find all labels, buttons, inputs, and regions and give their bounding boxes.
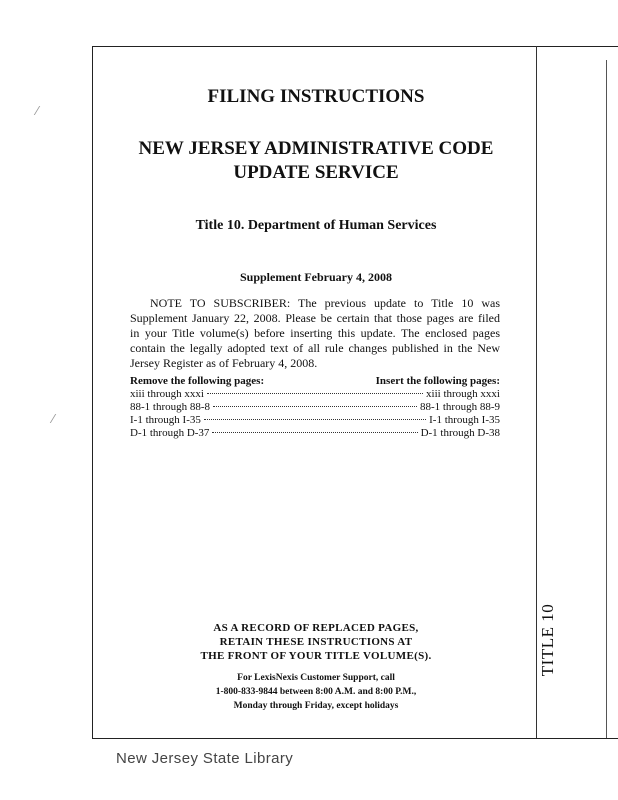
page-frame-top: [92, 46, 618, 47]
remove-header: Remove the following pages:: [130, 375, 265, 387]
library-stamp: New Jersey State Library: [116, 750, 294, 767]
dot-leader: [212, 432, 417, 433]
title-tab-label: TITLE 10: [538, 603, 557, 677]
record-instructions: [120, 621, 512, 663]
table-row: [130, 427, 500, 440]
page-frame-left: [92, 46, 93, 738]
subscriber-note: [130, 296, 500, 371]
remove-pages: xiii through xxxi: [130, 388, 204, 400]
note-line: Jersey Register as of February 4, 2008.: [130, 356, 318, 370]
code-title: NEW JERSEY ADMINISTRATIVE CODE: [138, 138, 494, 159]
customer-support-info: [120, 671, 512, 713]
table-row: [130, 401, 500, 414]
scan-mark-icon: ⁄: [52, 412, 55, 426]
record-line: THE FRONT OF YOUR TITLE VOLUME(S).: [200, 650, 432, 662]
note-line: NOTE TO SUBSCRIBER: The previous update to Title 10 was: [150, 296, 500, 310]
insert-header: Insert the following pages:: [375, 375, 500, 387]
service-title: UPDATE SERVICE: [233, 162, 399, 183]
dot-leader: [204, 419, 426, 420]
table-header: [130, 375, 500, 388]
supplement-date: Supplement February 4, 2008: [239, 270, 392, 284]
page-frame-bottom: [92, 738, 618, 739]
dot-leader: [207, 393, 423, 394]
support-line: For LexisNexis Customer Support, call: [237, 673, 395, 683]
support-line: Monday through Friday, except holidays: [233, 701, 399, 711]
remove-pages: 88-1 through 88-8: [130, 401, 211, 413]
page-right-edge: [606, 60, 607, 738]
remove-pages: I-1 through I-35: [130, 414, 201, 426]
note-line: contain the legally adopted text of all rule changes published in the New: [130, 341, 500, 355]
table-row: [130, 414, 500, 427]
tab-divider-line: [536, 46, 537, 738]
record-line: RETAIN THESE INSTRUCTIONS AT: [219, 636, 413, 648]
insert-pages: I-1 through I-35: [429, 414, 500, 426]
note-line: Supplement January 22, 2008. Please be certain that those pages are filed: [130, 311, 500, 325]
support-line: 1-800-833-9844 between 8:00 A.M. and 8:00 P.M.,: [215, 687, 417, 697]
insert-pages: xiii through xxxi: [426, 388, 500, 400]
note-line: in your Title volume(s) before inserting this update. The enclosed pages: [130, 326, 500, 340]
document-heading: FILING INSTRUCTIONS: [207, 86, 425, 107]
dot-leader: [213, 406, 417, 407]
scan-mark-icon: ⁄: [36, 104, 39, 118]
record-line: AS A RECORD OF REPLACED PAGES,: [213, 622, 419, 634]
remove-pages: D-1 through D-37: [130, 427, 210, 439]
insert-pages: D-1 through D-38: [420, 427, 500, 439]
insert-pages: 88-1 through 88-9: [419, 401, 500, 413]
department-title: Title 10. Department of Human Services: [195, 218, 437, 233]
page-replacement-table: [130, 375, 500, 440]
table-row: [130, 388, 500, 401]
